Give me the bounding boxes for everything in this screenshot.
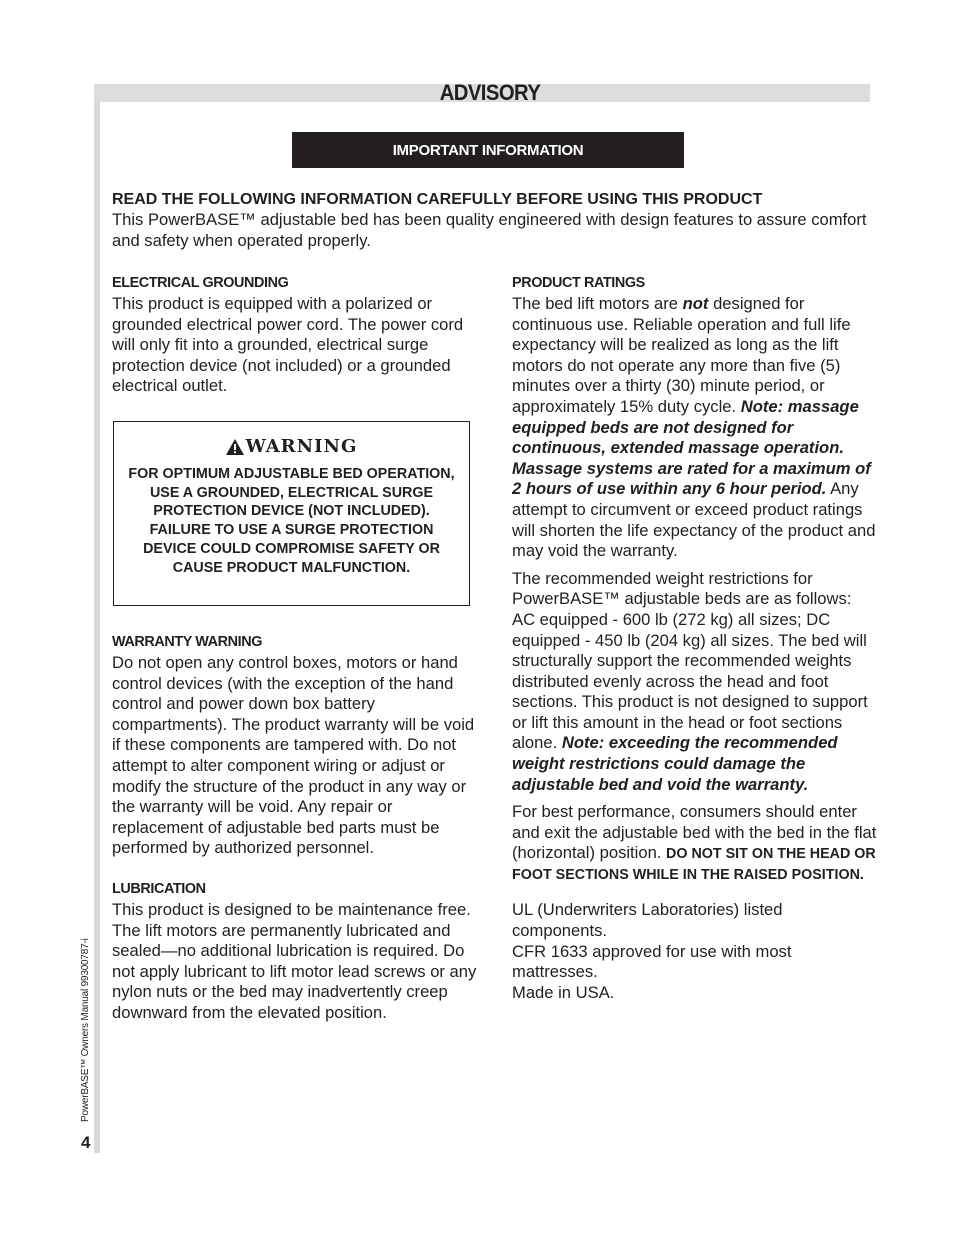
lubrication-section [112, 880, 477, 1024]
electrical-text: This product is equipped with a polarized or grounded electrical power cord. The power cord will only fit into a grounded, electrical surge protection device (not included) or a grounded electrical outlet. [112, 294, 464, 396]
intro-section [112, 190, 882, 251]
lubrication-text: This product is designed to be maintenance free. The lift motors are permanently lubricated and sealed—no additional lubrication is required. Do not apply lubricant to lift motor lead screws or any nylon nuts or the bed may inadvertently creep downward from the elevated position. [112, 899, 477, 1022]
ratings-heading: PRODUCT RATINGS [512, 275, 645, 291]
certification-3: Made in USA. [512, 982, 615, 1002]
page-title: ADVISORY [439, 80, 541, 105]
certification-1: UL (Underwriters Laboratories) listed components. [512, 900, 783, 941]
warranty-text: Do not open any control boxes, motors or hand control devices (with the exception of the hand control and power down box battery compartments). The product warranty will be void if these components are tampered with. Do not attempt to alter component wiring or adjust or modify the structure of the product in any way or the warranty will be void. Any repair or replacement of adjustable bed parts must be performed by authorized personnel. [112, 653, 475, 858]
warning-box [113, 421, 470, 606]
manual-side-note: PowerBASE™ Owners Manual 99300787-i [80, 938, 91, 1122]
ratings-paragraph-1 [512, 294, 877, 562]
electrical-section [112, 274, 477, 397]
ratings-p3-b: DO NOT SIT ON THE HEAD OR FOOT SECTIONS WHILE IN THE RAISED POSITION. [512, 846, 876, 884]
ratings-p1-not: not [682, 294, 709, 313]
left-margin-rule [94, 84, 100, 1153]
warranty-heading: WARRANTY WARNING [112, 634, 263, 650]
ratings-p1-b: designed for continuous use. Reliable operation and full life expectancy will be realized as long as the lift motors do not operate any more than five (5) minutes over a thirty (30) minute period, or approximately 15% duty cycle. [512, 294, 851, 416]
ratings-paragraph-2 [512, 569, 877, 796]
left-column-lower [112, 633, 477, 1024]
ratings-p1-note: Note: massage equipped beds are not designed for continuous, extended massage operation. Massage systems are rated for a maximum of 2 hours of use within any 6 hour period. [512, 396, 871, 499]
ratings-p3-a: For best performance, consumers should enter and exit the adjustable bed with the bed in the flat (horizontal) position. [512, 802, 877, 863]
warning-title-row [114, 436, 469, 457]
warning-text: FOR OPTIMUM ADJUSTABLE BED OPERATION, USE A GROUNDED, ELECTRICAL SURGE PROTECTION DEVICE (NOT INCLUDED). FAILURE TO USE A SURGE PROTECTION DEVICE COULD COMPROMISE SAFETY OR CAUSE PRODUCT MALFUNCTION. [128, 466, 455, 576]
electrical-heading: ELECTRICAL GROUNDING [112, 275, 289, 291]
warranty-section [112, 633, 477, 859]
intro-text: This PowerBASE™ adjustable bed has been quality engineered with design features to assure comfort and safety when operated properly. [112, 210, 867, 250]
ratings-p2-a: The recommended weight restrictions for PowerBASE™ adjustable beds are as follows: AC equipped - 600 lb (272 kg) all sizes; DC equipped - 450 lb (204 kg) all sizes. The bed will structurally support the recommended weights distributed evenly across the head and foot sections. This product is not designed to support or lift this amount in the head or foot sections alone. [512, 568, 868, 753]
ratings-p2-note: Note: exceeding the recommended weight restrictions could damage the adjustable bed and void the warranty. [512, 733, 838, 794]
lubrication-heading: LUBRICATION [112, 880, 206, 897]
intro-heading: READ THE FOLLOWING INFORMATION CAREFULLY BEFORE USING THIS PRODUCT [112, 191, 763, 208]
ratings-p1-a: The bed lift motors are [512, 294, 679, 313]
left-column [112, 274, 477, 397]
warning-triangle-icon [226, 439, 244, 455]
warning-title: WARNING [245, 436, 358, 457]
important-info-banner: IMPORTANT INFORMATION [292, 132, 684, 168]
page-number: 4 [81, 1133, 91, 1152]
ratings-paragraph-3 [512, 802, 877, 885]
right-column [512, 274, 877, 1003]
certification-2: CFR 1633 approved for use with most mattresses. [512, 941, 792, 982]
ratings-p1-c: Any attempt to circumvent or exceed product ratings will shorten the life expectancy of the product and may void the warranty. [512, 479, 876, 561]
